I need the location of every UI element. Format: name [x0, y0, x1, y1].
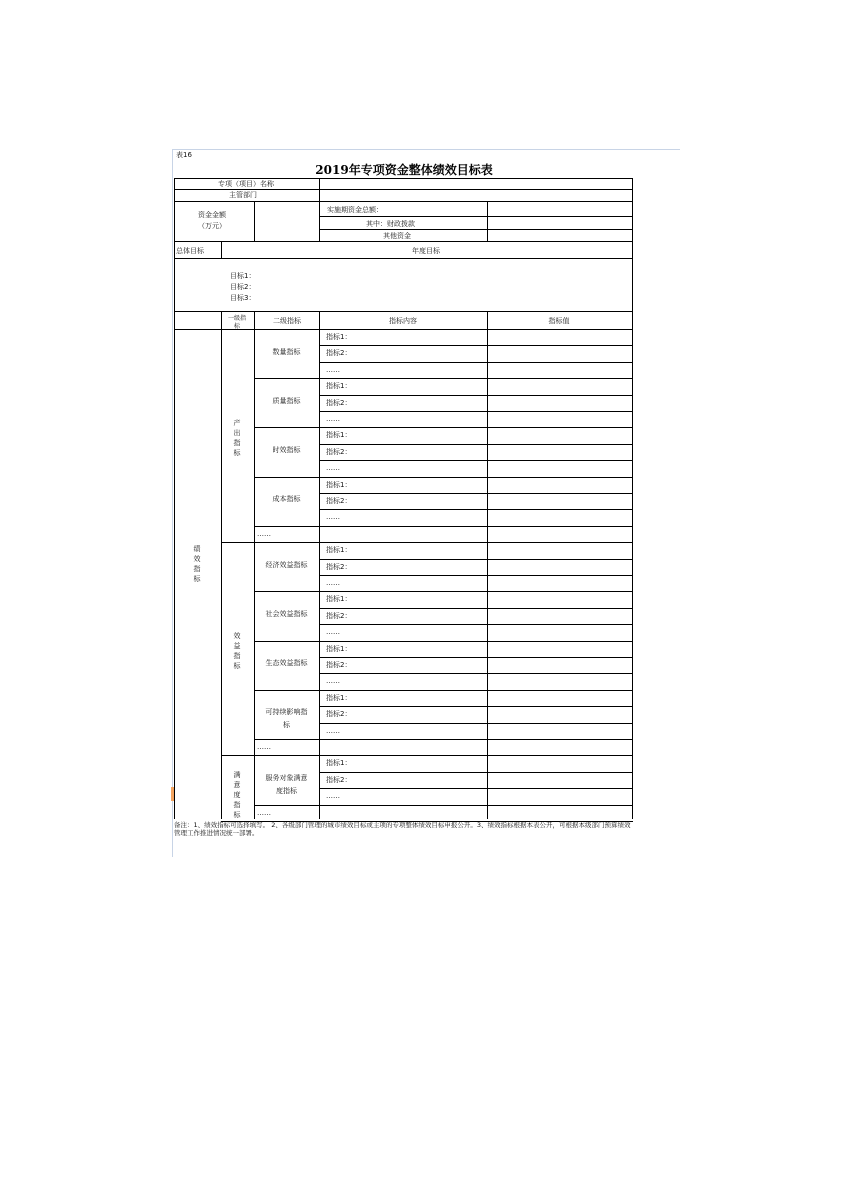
goal-item: 目标1：: [230, 272, 256, 280]
indicator-item: 指标2：: [326, 398, 352, 407]
border-h: [319, 706, 633, 707]
border-h: [319, 493, 633, 494]
level2-ellipsis: ……: [257, 808, 271, 817]
border-h: [174, 241, 633, 242]
border-h: [319, 624, 633, 625]
border-v: [221, 241, 222, 259]
indicator-item: 指标1：: [326, 333, 352, 341]
border-h: [319, 788, 633, 789]
table-code: 表16: [176, 151, 192, 159]
border-v: [319, 178, 320, 242]
indicator-item: 指标1：: [326, 759, 352, 768]
border-h: [319, 345, 633, 346]
indicator-item: ……: [326, 513, 340, 522]
level2-indicator: 生态效益指标: [265, 659, 308, 668]
border-h: [254, 755, 633, 756]
border-h: [319, 229, 633, 230]
border-h: [319, 362, 633, 363]
level1-indicator: 满意度指标: [233, 771, 241, 820]
border-v: [254, 311, 255, 819]
level2-ellipsis: ……: [257, 529, 271, 538]
border-h: [254, 690, 320, 691]
indicator-item: 指标1：: [326, 431, 352, 440]
border-h: [319, 673, 633, 674]
border-h: [254, 427, 320, 428]
border-h: [319, 444, 633, 445]
indicator-item: 指标2：: [326, 447, 352, 456]
border-h: [221, 542, 255, 543]
border-h: [319, 805, 633, 806]
level2-indicator: 时效指标: [272, 446, 301, 454]
goal-item: 目标3：: [230, 294, 256, 302]
indicator-item: 指标2：: [326, 349, 352, 358]
overall-goal-label: 总体目标: [176, 247, 204, 255]
level2-indicator: 数量指标: [272, 347, 301, 356]
border-h: [254, 477, 320, 478]
indicator-item: 指标1：: [326, 644, 352, 653]
border-h: [319, 411, 633, 412]
indicator-item: 指标2：: [326, 710, 352, 719]
indicator-item: ……: [326, 792, 340, 801]
border-v: [221, 311, 222, 819]
border-h: [174, 178, 633, 179]
border-h: [319, 427, 633, 428]
border-h: [254, 526, 320, 527]
indicator-item: 指标2：: [326, 497, 352, 505]
indicator-item: ……: [326, 628, 340, 637]
border-h: [319, 739, 633, 740]
indicator-item: ……: [326, 365, 340, 374]
border-h: [319, 460, 633, 461]
fund-total-label: 实施期资金总额：: [327, 206, 383, 214]
border-v: [319, 311, 320, 819]
border-v: [487, 201, 488, 242]
indicator-item: 指标2：: [326, 661, 352, 669]
indicator-item: ……: [326, 677, 340, 686]
level2-header: 二级指标: [273, 317, 301, 325]
indicator-item: 指标2：: [326, 611, 352, 620]
fiscal-label: 其中：财政拨款: [366, 220, 415, 228]
perf-indicator-label: 绩效指标: [193, 545, 201, 583]
border-h: [319, 378, 633, 379]
border-h: [319, 575, 633, 576]
other-label: 其他资金: [383, 232, 411, 240]
sheet-left-gridline: [172, 149, 173, 857]
indicator-item: 指标1：: [326, 595, 352, 604]
border-v: [254, 201, 255, 242]
annual-goal-label: 年度目标: [412, 247, 440, 255]
border-h: [221, 755, 255, 756]
border-h: [174, 311, 633, 312]
sheet-top-gridline: [172, 149, 680, 150]
border-h: [319, 657, 633, 658]
level2-ellipsis: ……: [257, 743, 271, 751]
content-header: 指标内容: [389, 317, 417, 325]
border-h: [319, 608, 633, 609]
border-h: [319, 641, 633, 642]
border-h: [174, 189, 633, 190]
dept-label: 主管部门: [229, 191, 257, 199]
border-h: [174, 201, 633, 202]
fund-amount-label: 资金金额: [198, 211, 226, 219]
border-h: [254, 591, 320, 592]
indicator-item: 指标1：: [326, 382, 352, 391]
border-h: [319, 591, 633, 592]
border-h: [319, 559, 633, 560]
table-title: 2019年专项资金整体绩效目标表: [315, 163, 493, 177]
fund-unit-label: （万元）: [198, 222, 226, 230]
border-h: [254, 805, 320, 806]
level1-indicator: 产出指标: [233, 418, 241, 457]
border-h: [319, 526, 633, 527]
border-h: [319, 216, 633, 217]
border-v: [174, 178, 175, 819]
level2-indicator: 社会效益指标: [265, 610, 308, 618]
level1-indicator: 效益指标: [233, 631, 241, 670]
border-h: [254, 378, 320, 379]
level1-header: 一级指标: [228, 315, 247, 330]
indicator-item: ……: [326, 726, 340, 735]
border-v: [487, 311, 488, 819]
border-h: [319, 509, 633, 510]
project-name-label: 专项（项目）名称: [218, 180, 274, 188]
indicator-item: ……: [326, 415, 340, 423]
border-h: [319, 690, 633, 691]
level2-indicator: 成本指标: [272, 495, 301, 504]
border-h: [319, 395, 633, 396]
border-h: [254, 739, 320, 740]
indicator-item: 指标1：: [326, 693, 352, 702]
indicator-item: 指标2：: [326, 562, 352, 571]
goal-item: 目标2：: [230, 283, 256, 291]
border-h: [254, 542, 633, 543]
indicator-item: ……: [326, 579, 340, 587]
border-h: [319, 477, 633, 478]
indicator-item: 指标1：: [326, 480, 352, 489]
level2-indicator: 质量指标: [272, 396, 301, 405]
value-header: 指标值: [548, 317, 570, 325]
border-h: [319, 772, 633, 773]
indicator-item: ……: [326, 464, 340, 473]
footnote: 备注：1、绩效指标可选择填写。 2、各级部门管理的城市绩效目标或主项的专项整体绩效目标申报公开。3、绩效指标根据本表公开，可根据本级部门预算绩效管理工作推进情况统一部署。: [174, 821, 631, 837]
level2-indicator: 经济效益指标: [265, 560, 308, 569]
indicator-item: 指标2：: [326, 775, 352, 784]
level2-indicator: 可持续影响指标: [265, 708, 308, 730]
indicator-item: 指标1：: [326, 546, 352, 555]
border-h: [174, 258, 633, 259]
border-h: [319, 723, 633, 724]
border-h: [254, 641, 320, 642]
level2-indicator: 服务对象满意度指标: [265, 774, 308, 795]
